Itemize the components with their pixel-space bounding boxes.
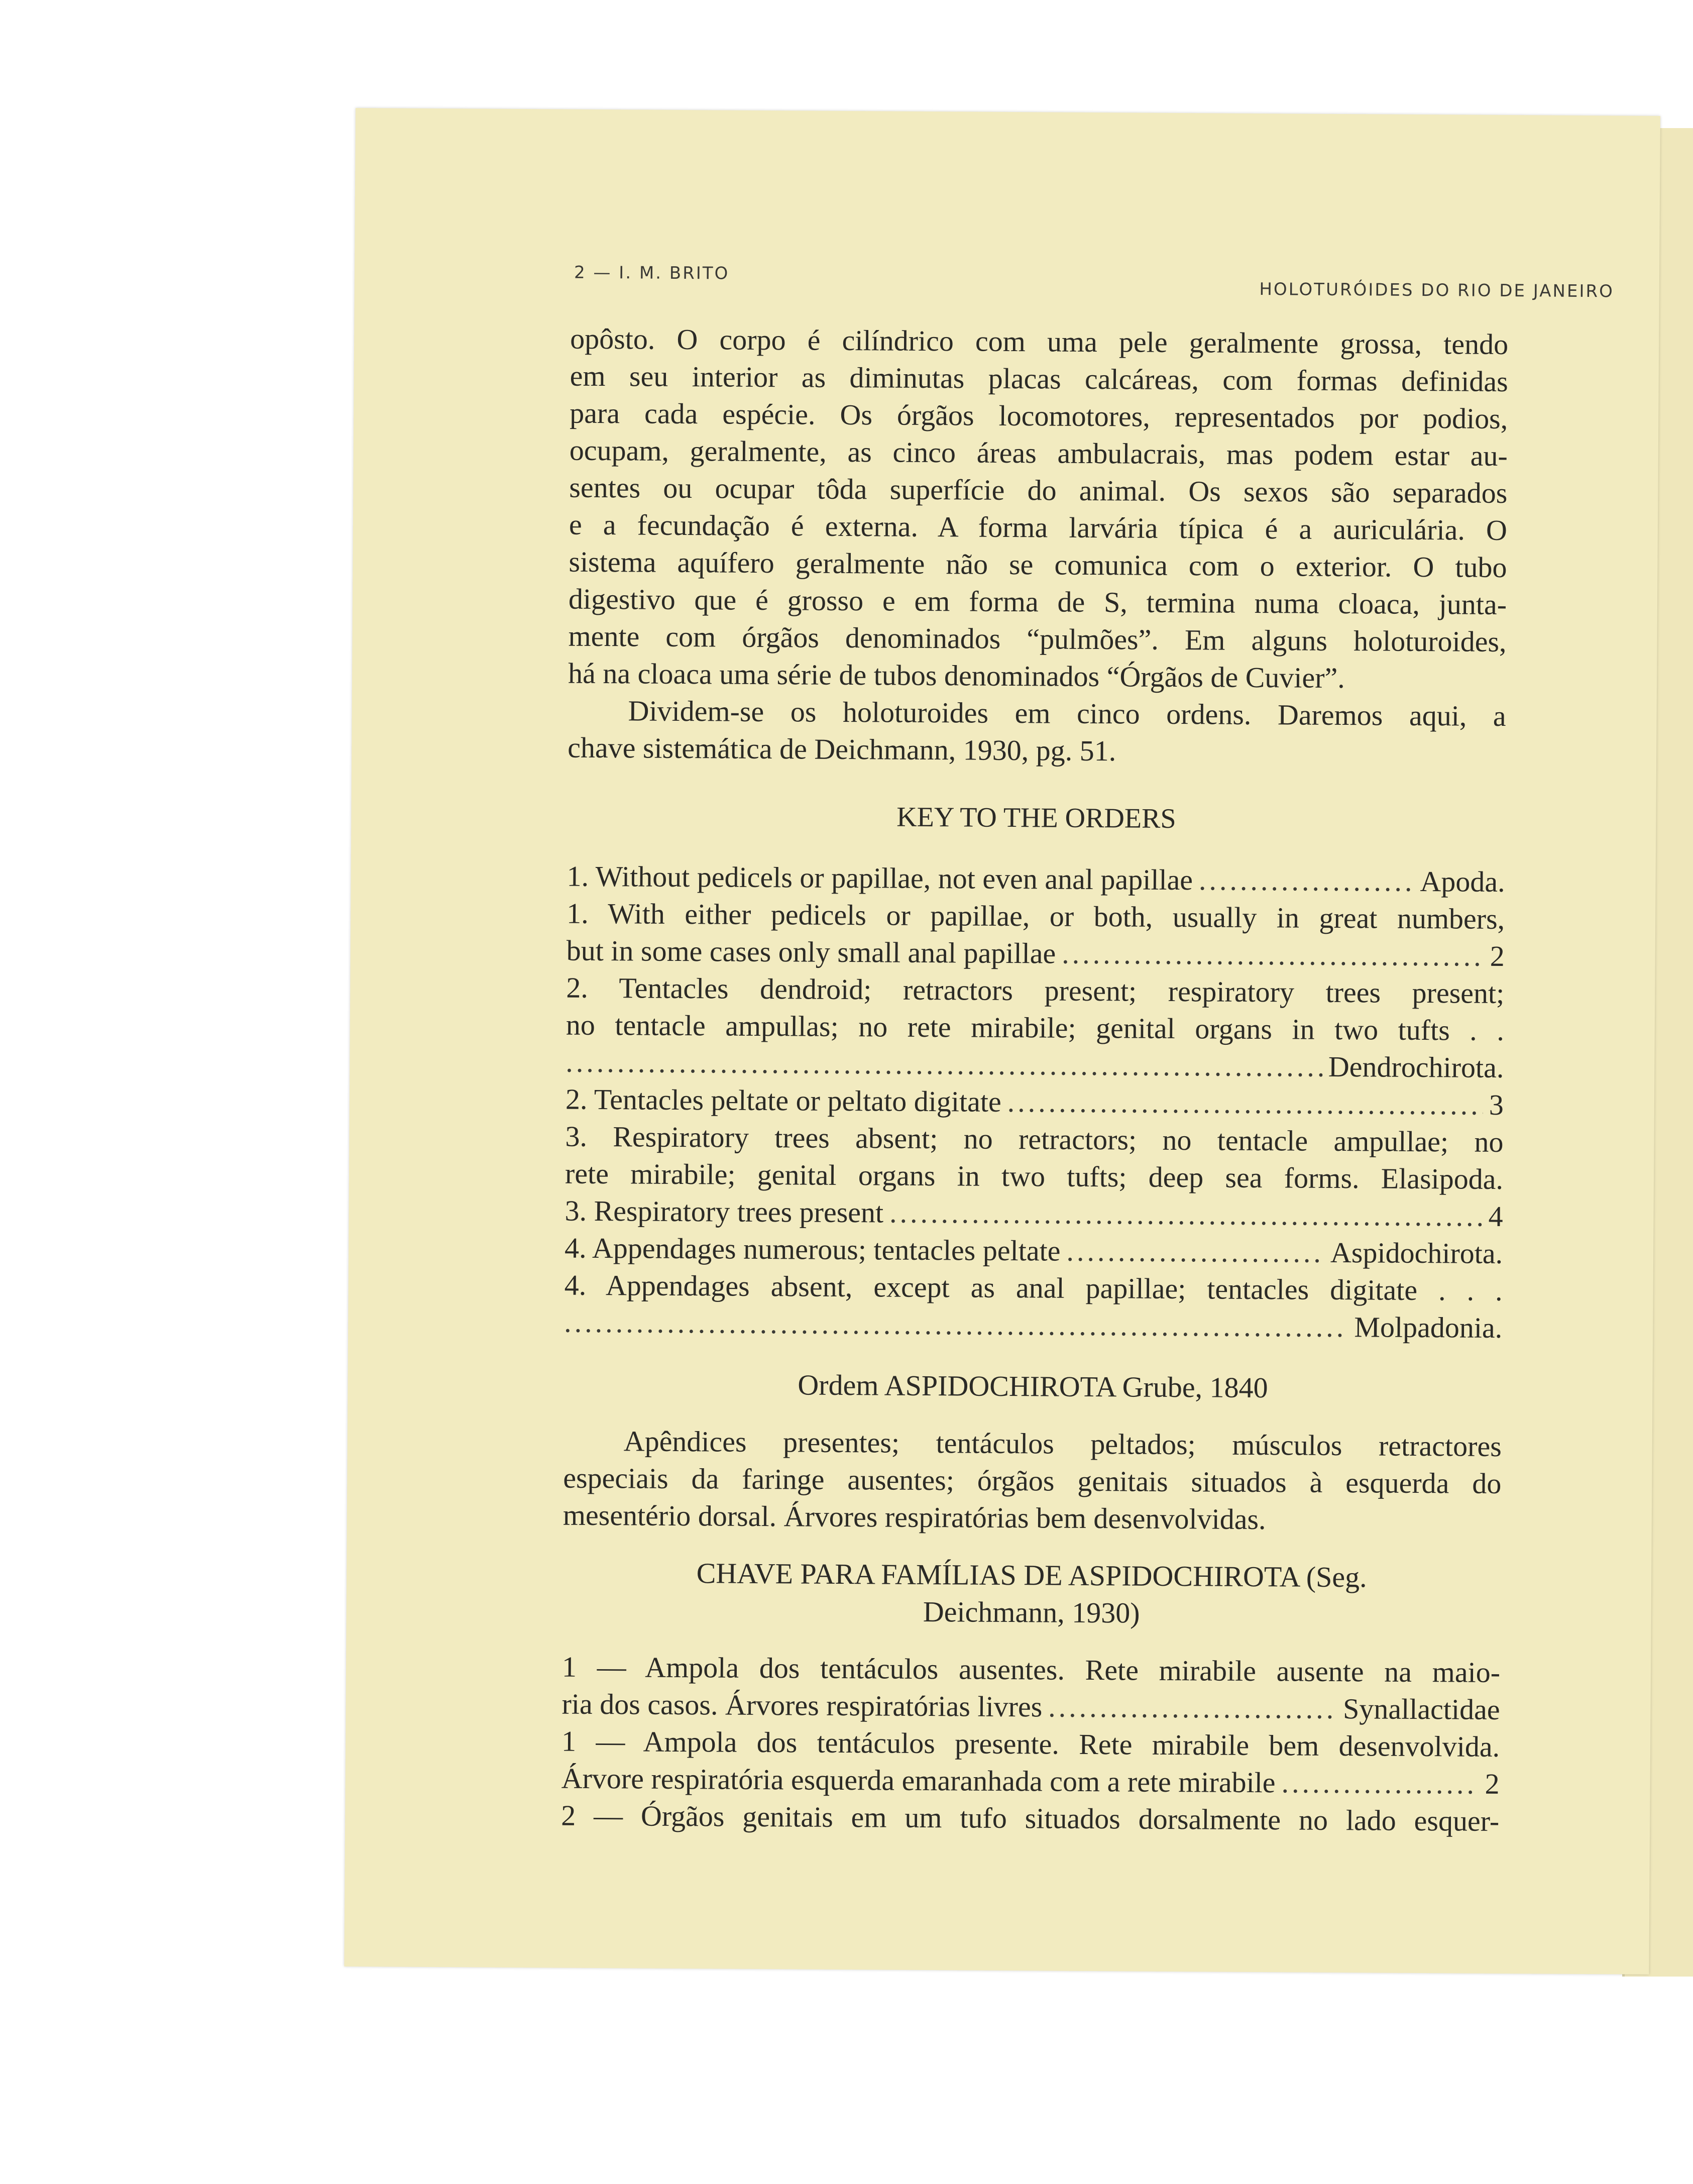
running-header-right: HOLOTURÓIDES DO RIO DE JANEIRO <box>1259 279 1614 302</box>
dot-leader <box>1281 1764 1479 1802</box>
text-line: sentes ou ocupar tôda superfície do animal. Os sexos são separados <box>569 471 1508 510</box>
text-line: Apêndices presentes; tentáculos peltados; músculos retractores <box>623 1425 1502 1463</box>
key-entry-result: 2 <box>1485 1767 1500 1800</box>
key-entry-result: Apoda. <box>1420 864 1505 899</box>
text-line: chave sistemática de Deichmann, 1930, pg. 51. <box>568 731 1116 768</box>
text-line: em seu interior as diminutas placas calcáreas, com formas definidas <box>570 359 1508 398</box>
dot-leader <box>889 1194 1483 1235</box>
key-entry-text: 4. Appendages numerous; tentacles peltate <box>564 1231 1061 1267</box>
text-line: e a fecundação é externa. A forma larvária típica é a auriculária. O <box>569 508 1508 547</box>
key-entry-line: 1. With either pedicels or papillae, or both, usually in great numbers, <box>567 897 1505 936</box>
intro-paragraph-2 <box>568 692 1506 772</box>
text-line: mesentério dorsal. Árvores respiratórias bem desenvolvidas. <box>562 1498 1266 1536</box>
page-body <box>561 320 1508 1840</box>
key-entry-result: 4 <box>1488 1199 1503 1233</box>
key-entry-line: 1 — Ampola dos tentáculos presente. Rete mirabile bem desenvolvida. <box>561 1724 1500 1763</box>
key-entry-result: Synallactidae <box>1342 1692 1500 1726</box>
text-line: sistema aquífero geralmente não se comunica com o exterior. O tubo <box>569 545 1507 584</box>
book-page <box>344 108 1660 1975</box>
key-entry-line: 4. Appendages absent, except as anal papillae; tentacles digitate . . . <box>564 1268 1503 1307</box>
running-header-left: 2 — I. M. BRITO <box>574 262 730 284</box>
families-title-line2: Deichmann, 1930) <box>923 1595 1140 1629</box>
key-entry-line: rete mirabile; genital organs in two tufts; deep sea forms. Elasipoda. <box>565 1157 1504 1195</box>
key-entry-line: 2 — Órgãos genitais em um tufo situados dorsalmente no lado esquer- <box>561 1799 1500 1837</box>
dot-leader <box>1062 935 1484 975</box>
key-entry-result: 3 <box>1489 1088 1504 1122</box>
families-key-list <box>561 1649 1500 1840</box>
dot-leader <box>566 1044 1322 1085</box>
dot-leader <box>1007 1083 1483 1124</box>
dot-leader <box>1066 1233 1324 1271</box>
families-title-line1: CHAVE PARA FAMÍLIAS DE ASPIDOCHIROTA (Seg. <box>696 1557 1367 1594</box>
key-entry-result: Dendrochirota. <box>1328 1050 1504 1084</box>
key-entry-line: 1 — Ampola dos tentáculos ausentes. Rete mirabile ausente na maio- <box>561 1650 1501 1689</box>
key-entry-text: 1. Without pedicels or papillae, not even anal papillae <box>567 859 1193 897</box>
text-line: mente com órgãos denominados “pulmões”. Em alguns holoturoides, <box>568 619 1507 659</box>
key-entry <box>566 1081 1504 1124</box>
text-line: especiais da faringe ausentes; órgãos genitais situados à esquerda do <box>563 1461 1502 1500</box>
text-line: opôsto. O corpo é cilíndrico com uma pele geralmente grossa, tendo <box>570 322 1509 361</box>
key-entry <box>567 932 1505 975</box>
key-entry <box>565 1192 1503 1235</box>
order-paragraph <box>563 1423 1502 1540</box>
text-line: há na cloaca uma série de tubos denominados “Órgãos de Cuvier”. <box>568 657 1345 695</box>
dot-leader <box>1199 861 1414 900</box>
text-line: digestivo que é grosso e em forma de S, termina numa cloaca, junta- <box>568 582 1507 621</box>
key-orders-list <box>564 858 1505 1347</box>
key-entry <box>566 1044 1504 1086</box>
key-entry-text: Árvore respiratória esquerda emaranhada com a rete mirabile <box>561 1762 1276 1799</box>
dot-leader <box>1048 1688 1337 1727</box>
key-entry-result: Aspidochirota. <box>1330 1236 1503 1270</box>
key-entry <box>567 858 1505 901</box>
key-entry-result: 2 <box>1490 939 1505 973</box>
key-entry-text: 2. Tentacles peltate or peltato digitate <box>565 1082 1001 1118</box>
order-title: Ordem ASPIDOCHIROTA Grube, 1840 <box>798 1368 1268 1404</box>
key-entry <box>561 1686 1500 1728</box>
key-orders-title: KEY TO THE ORDERS <box>896 801 1176 835</box>
dot-leader <box>564 1304 1348 1346</box>
key-entry-text: 3. Respiratory trees present <box>565 1194 884 1229</box>
key-entry-text: but in some cases only small anal papillae <box>566 934 1056 970</box>
key-entry <box>565 1230 1503 1272</box>
key-entry <box>561 1760 1499 1803</box>
key-entry-line: no tentacle ampullas; no rete mirabile; genital organs in two tufts . . <box>566 1008 1505 1047</box>
key-entry-line: 3. Respiratory trees absent; no retractors; no tentacle ampullae; no <box>565 1120 1504 1158</box>
key-entry-line: 2. Tentacles dendroid; retractors present; respiratory trees present; <box>566 971 1505 1010</box>
key-entry-result: Molpadonia. <box>1354 1311 1503 1344</box>
text-line: Dividem-se os holoturoides em cinco ordens. Daremos aqui, a <box>628 694 1506 733</box>
intro-paragraph <box>568 320 1508 698</box>
text-line: ocupam, geralmente, as cinco áreas ambulacrais, mas podem estar au- <box>569 433 1508 473</box>
key-entry <box>564 1304 1502 1347</box>
key-entry-text: ria dos casos. Árvores respiratórias livres <box>561 1687 1043 1723</box>
text-line: para cada espécie. Os órgãos locomotores, representados por podios, <box>570 396 1508 435</box>
